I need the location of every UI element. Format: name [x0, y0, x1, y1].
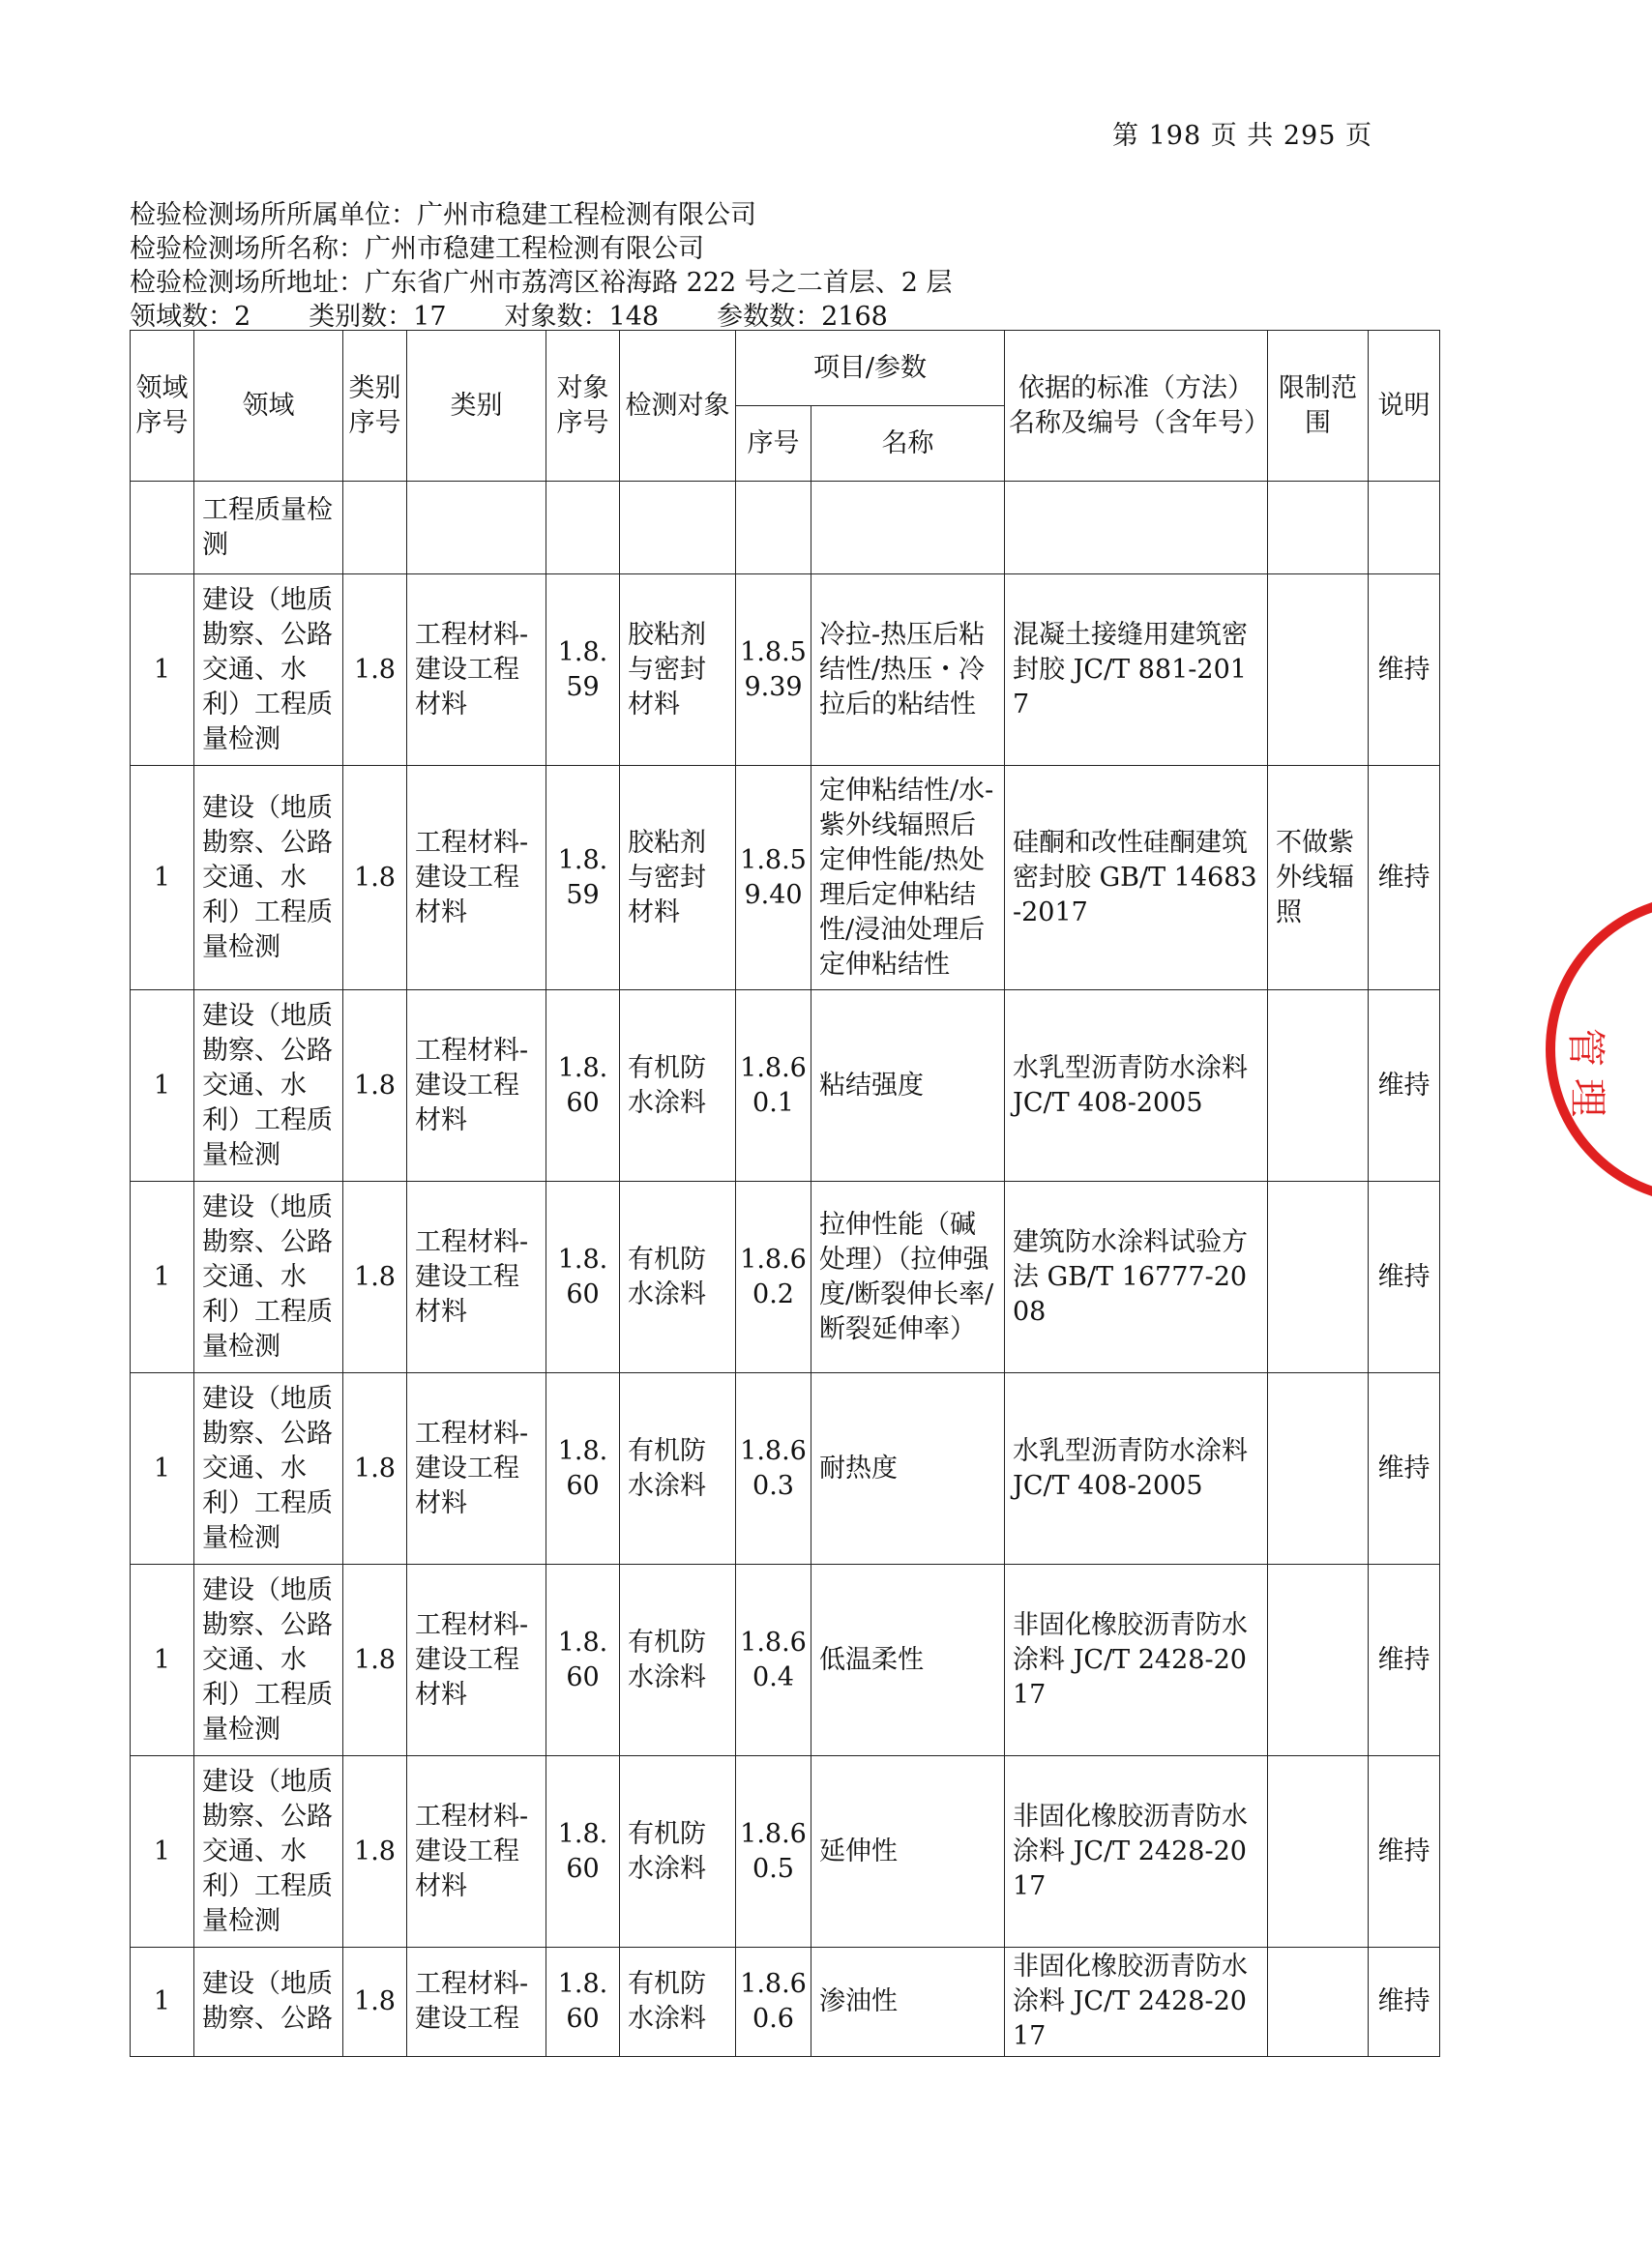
- cell-object: 胶粘剂与密封材料: [620, 766, 736, 990]
- cell-category-no: 1.8: [343, 766, 407, 990]
- cell-param-name: 粘结强度: [811, 990, 1005, 1182]
- count-objects: 对象数：148: [504, 302, 660, 332]
- cell-object: 有机防水涂料: [620, 1182, 736, 1373]
- cell-object: 有机防水涂料: [620, 1373, 736, 1565]
- cell-category: 工程材料-建设工程材料: [407, 574, 546, 766]
- cell-domain: 建设（地质勘察、公路交通、水利）工程质量检测: [194, 1373, 343, 1565]
- header-standard: 依据的标准（方法）名称及编号（含年号）: [1005, 331, 1268, 482]
- header-object: 检测对象: [620, 331, 736, 482]
- cell-limit: [1268, 1373, 1369, 1565]
- header-limit: 限制范围: [1268, 331, 1369, 482]
- cell-param-name: 冷拉-热压后粘结性/热压・冷拉后的粘结性: [811, 574, 1005, 766]
- table-row: [131, 1565, 1440, 1756]
- cell-param-name: 延伸性: [811, 1756, 1005, 1948]
- cell-domain: 建设（地质勘察、公路交通、水利）工程质量检测: [194, 990, 343, 1182]
- cell-domain: 建设（地质勘察、公路交通、水利）工程质量检测: [194, 1565, 343, 1756]
- cell-note: 维持: [1369, 574, 1440, 766]
- header-unit: 检验检测场所所属单位：广州市稳建工程检测有限公司: [130, 200, 756, 230]
- cell-note: 维持: [1369, 990, 1440, 1182]
- cell-limit: [1268, 1565, 1369, 1756]
- header-counts: [130, 295, 946, 333]
- cell-domain: 工程质量检测: [194, 482, 343, 574]
- header-object-no: 对象序号: [546, 331, 620, 482]
- cell-param-no: 1.8.60.2: [736, 1182, 811, 1373]
- cell-object-no: 1.8.59: [546, 574, 620, 766]
- header-item-param: 项目/参数: [736, 331, 1005, 406]
- cell-domain-no: 1: [131, 1565, 194, 1756]
- cell-domain: 建设（地质勘察、公路交通、水利）工程质量检测: [194, 766, 343, 990]
- cell-domain-no: 1: [131, 1948, 194, 2057]
- cell-category-no: 1.8: [343, 1182, 407, 1373]
- cell-category-no: 1.8: [343, 1948, 407, 2057]
- cell-note: 维持: [1369, 1565, 1440, 1756]
- table-row: [131, 1182, 1440, 1373]
- header-param-no: 序号: [736, 406, 811, 482]
- count-categories: 类别数：17: [309, 302, 447, 332]
- cell-category: 工程材料-建设工程材料: [407, 1756, 546, 1948]
- header-category: 类别: [407, 331, 546, 482]
- cell-param-name: 拉伸性能（碱处理）（拉伸强度/断裂伸长率/断裂延伸率）: [811, 1182, 1005, 1373]
- header-note: 说明: [1369, 331, 1440, 482]
- cell-category: 工程材料-建设工程材料: [407, 1373, 546, 1565]
- cell-param-name: 定伸粘结性/水-紫外线辐照后定伸性能/热处理后定伸粘结性/浸油处理后定伸粘结性: [811, 766, 1005, 990]
- cell-limit: 不做紫外线辐照: [1268, 766, 1369, 990]
- cell-object-no: 1.8.60: [546, 1565, 620, 1756]
- cell-limit: [1268, 1948, 1369, 2057]
- count-domains: 领域数：2: [130, 302, 251, 332]
- cell-category: 工程材料-建设工程材料: [407, 990, 546, 1182]
- page-number: 第 198 页 共 295 页: [1112, 121, 1372, 151]
- cell-category-no: 1.8: [343, 990, 407, 1182]
- cell-domain: 建设（地质勘察、公路交通、水利）工程质量检测: [194, 574, 343, 766]
- header-param-name: 名称: [811, 406, 1005, 482]
- cell-note: 维持: [1369, 1756, 1440, 1948]
- cell-object: 有机防水涂料: [620, 990, 736, 1182]
- cell-category: 工程材料-建设工程材料: [407, 766, 546, 990]
- header-domain-no: 领域序号: [131, 331, 194, 482]
- cell-category: 工程材料-建设工程材料: [407, 1565, 546, 1756]
- cell-object-no: 1.8.60: [546, 1373, 620, 1565]
- cell-param-no: 1.8.59.40: [736, 766, 811, 990]
- cell-standard: 非固化橡胶沥青防水涂料 JC/T 2428-2017: [1005, 1948, 1268, 2057]
- cell-standard: 建筑防水涂料试验方法 GB/T 16777-2008: [1005, 1182, 1268, 1373]
- cell-note: 维持: [1369, 1373, 1440, 1565]
- header-name: 检验检测场所名称：广州市稳建工程检测有限公司: [130, 234, 704, 264]
- cell-category-no: 1.8: [343, 1565, 407, 1756]
- cell-category-no: 1.8: [343, 1373, 407, 1565]
- cell-param-name: 低温柔性: [811, 1565, 1005, 1756]
- table-body: [131, 574, 1440, 2057]
- cell-param-no: 1.8.60.5: [736, 1756, 811, 1948]
- red-seal-stamp: [1546, 904, 1652, 1194]
- cell-standard: 非固化橡胶沥青防水涂料 JC/T 2428-2017: [1005, 1565, 1268, 1756]
- cell-object-no: 1.8.59: [546, 766, 620, 990]
- table-row: [131, 574, 1440, 766]
- table-row: [131, 1948, 1440, 2057]
- cell-note: 维持: [1369, 766, 1440, 990]
- svg-text:理: 理: [1565, 1078, 1609, 1117]
- cell-limit: [1268, 990, 1369, 1182]
- header-domain: 领域: [194, 331, 343, 482]
- cell-category-no: 1.8: [343, 574, 407, 766]
- cell-domain-no: 1: [131, 1182, 194, 1373]
- table-row: [131, 1373, 1440, 1565]
- table-row: [131, 1756, 1440, 1948]
- cell-object: 胶粘剂与密封材料: [620, 574, 736, 766]
- cell-domain-no: 1: [131, 1756, 194, 1948]
- cell-domain-no: 1: [131, 1373, 194, 1565]
- cell-param-no: 1.8.60.4: [736, 1565, 811, 1756]
- cell-param-no: 1.8.59.39: [736, 574, 811, 766]
- cell-object-no: 1.8.60: [546, 1182, 620, 1373]
- cell-standard: 水乳型沥青防水涂料 JC/T 408-2005: [1005, 1373, 1268, 1565]
- cell-object: 有机防水涂料: [620, 1948, 736, 2057]
- cell-note: 维持: [1369, 1948, 1440, 2057]
- cell-domain-no: 1: [131, 574, 194, 766]
- cell-limit: [1268, 1756, 1369, 1948]
- svg-text:管: 管: [1563, 1028, 1608, 1067]
- cell-object: 有机防水涂料: [620, 1756, 736, 1948]
- count-params: 参数数：2168: [717, 302, 888, 332]
- header-category-no: 类别序号: [343, 331, 407, 482]
- cell-standard: 硅酮和改性硅酮建筑密封胶 GB/T 14683-2017: [1005, 766, 1268, 990]
- cell-category-no: 1.8: [343, 1756, 407, 1948]
- cell-standard: 非固化橡胶沥青防水涂料 JC/T 2428-2017: [1005, 1756, 1268, 1948]
- table-row: [131, 990, 1440, 1182]
- table-row: [131, 766, 1440, 990]
- cell-limit: [1268, 1182, 1369, 1373]
- cell-category: 工程材料-建设工程: [407, 1948, 546, 2057]
- cell-note: 维持: [1369, 1182, 1440, 1373]
- cell-standard: 混凝土接缝用建筑密封胶 JC/T 881-2017: [1005, 574, 1268, 766]
- cell-domain-no: 1: [131, 766, 194, 990]
- cell-object: 有机防水涂料: [620, 1565, 736, 1756]
- scope-table: [130, 330, 1440, 2057]
- cell-category: 工程材料-建设工程材料: [407, 1182, 546, 1373]
- cell-object-no: 1.8.60: [546, 1948, 620, 2057]
- cell-domain: 建设（地质勘察、公路交通、水利）工程质量检测: [194, 1182, 343, 1373]
- header-address: 检验检测场所地址：广东省广州市荔湾区裕海路 222 号之二首层、2 层: [130, 268, 953, 298]
- cell-domain-no: 1: [131, 990, 194, 1182]
- cell-param-name: 耐热度: [811, 1373, 1005, 1565]
- cell-param-no: 1.8.60.3: [736, 1373, 811, 1565]
- cell-object-no: 1.8.60: [546, 990, 620, 1182]
- table-row-continuation: [131, 482, 1440, 574]
- cell-domain: 建设（地质勘察、公路: [194, 1948, 343, 2057]
- cell-param-no: 1.8.60.6: [736, 1948, 811, 2057]
- cell-limit: [1268, 574, 1369, 766]
- cell-param-name: 渗油性: [811, 1948, 1005, 2057]
- cell-object-no: 1.8.60: [546, 1756, 620, 1948]
- cell-domain: 建设（地质勘察、公路交通、水利）工程质量检测: [194, 1756, 343, 1948]
- cell-standard: 水乳型沥青防水涂料 JC/T 408-2005: [1005, 990, 1268, 1182]
- cell-param-no: 1.8.60.1: [736, 990, 811, 1182]
